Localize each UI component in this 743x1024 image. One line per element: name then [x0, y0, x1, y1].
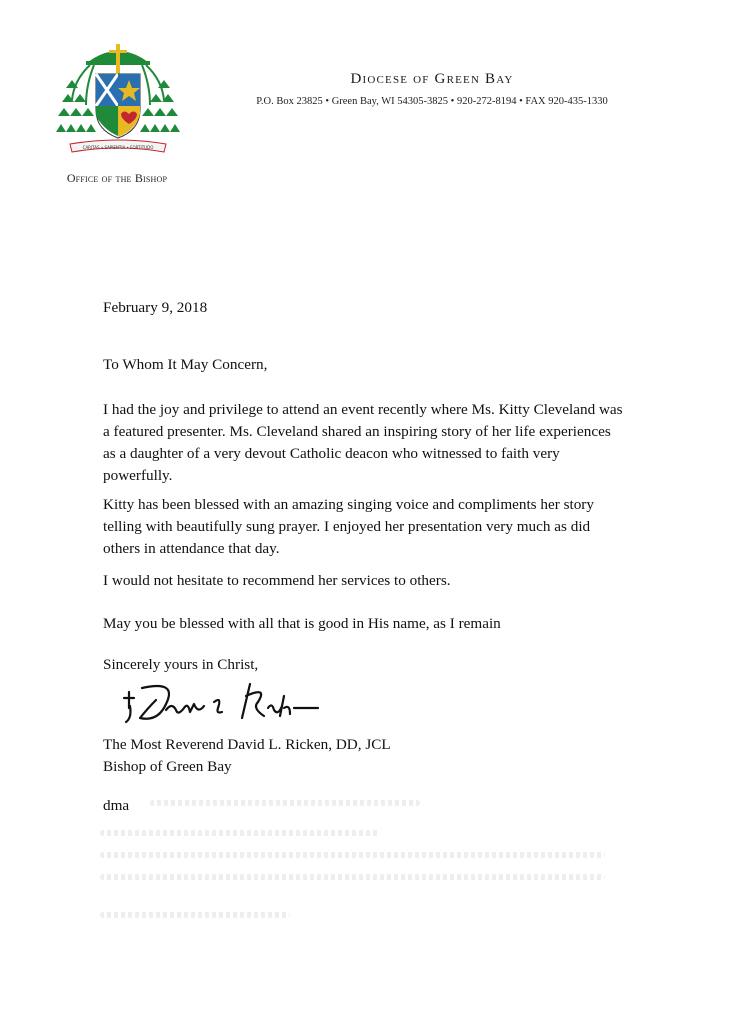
paragraph-2: Kitty has been blessed with an amazing singing voice and compliments her story telling with beautifully sung prayer. I enjoyed her presentation very much as did others in attendance that day.: [103, 496, 594, 557]
bleed-through-mark: [150, 800, 420, 806]
letter-date: February 9, 2018: [103, 299, 208, 316]
coat-of-arms-icon: [56, 40, 180, 165]
organization-name: Diocese of Green Bay: [350, 71, 514, 87]
bleed-through-mark: [100, 874, 605, 880]
office-label: Office of the Bishop: [66, 171, 168, 185]
paragraph-4: May you be blessed with all that is good in His name, as I remain: [103, 615, 501, 632]
signer-name: The Most Reverend David L. Ricken, DD, JCL: [103, 736, 391, 753]
salutation: To Whom It May Concern,: [103, 356, 268, 373]
bleed-through-mark: [100, 830, 380, 836]
paragraph-3: I would not hesitate to recommend her services to others.: [103, 572, 451, 589]
bleed-through-mark: [100, 912, 290, 918]
crest-motto: CARITAS • SAPIENTIA • FORTITUDO: [82, 145, 154, 150]
typist-initials: dma: [103, 797, 130, 814]
organization-address: P.O. Box 23825 • Green Bay, WI 54305-3825 • 920-272-8194 • FAX 920-435-1330: [256, 96, 608, 107]
closing: Sincerely yours in Christ,: [103, 656, 259, 673]
signature-icon: [118, 678, 328, 730]
signer-title: Bishop of Green Bay: [103, 758, 232, 775]
bleed-through-mark: [100, 852, 605, 858]
paragraph-1: I had the joy and privilege to attend an event recently where Ms. Kitty Cleveland was a featured presenter. Ms. Cleveland shared an inspiring story of her life experiences as a daughter of a very devout Catholic deacon who witnessed to faith very powerfully.: [103, 401, 623, 484]
